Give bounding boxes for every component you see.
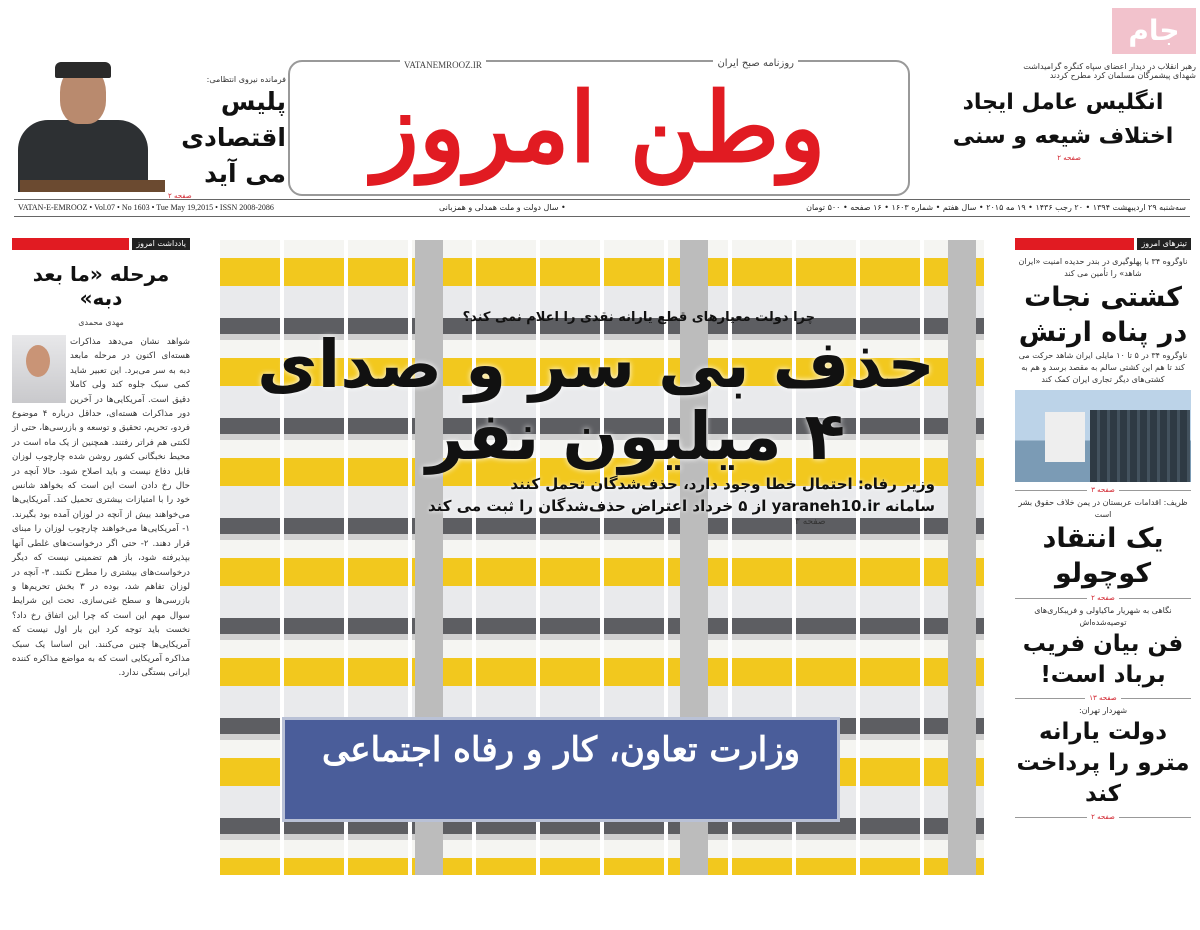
ministry-sign: وزارت تعاون، کار و رفاه اجتماعی [282, 717, 840, 822]
divider [1015, 694, 1191, 702]
section-red-bar [12, 238, 129, 250]
podium [20, 180, 165, 192]
main-headline-line2[interactable]: ۴ میلیون نفر [426, 398, 845, 475]
divider [1015, 594, 1191, 602]
website-url: VATANEMROOZ.IR [400, 60, 486, 70]
logo-tagline: روزنامه صبح ایران [713, 58, 798, 69]
section-label [12, 238, 190, 250]
story-kicker: رهبر انقلاب در دیدار اعضای سپاه کنگره گرامیداشت شهدای پیشمرگان مسلمان کرد مطرح کردند [1023, 62, 1196, 80]
story-headline[interactable]: انگلیس عامل ایجاد اختلاف شیعه و سنی [952, 90, 1174, 149]
story-kicker: ظریف: اقدامات عربستان در یمن خلاف حقوق بشر است [1018, 498, 1188, 519]
page-ref: صفحه ۲ [1091, 594, 1115, 602]
lead-story-right[interactable] [918, 62, 1196, 162]
issue-info-persian: سه‌شنبه ۲۹ اردیبهشت ۱۳۹۴ • ۲۰ رجب ۱۴۳۶ • ۱۹ مه ۲۰۱۵ • سال هفتم • شماره ۱۶۰۳ • ۱۶ صفحه • ۵۰۰ تومان [806, 203, 1186, 212]
story-kicker: ناوگروه ۳۴ با پهلوگیری در بندر حدیده امنیت «ایران شاهد» را تأمین می کند [1018, 257, 1188, 278]
story-body: ناوگروه ۳۴ در ۵ تا ۱۰ مایلی ایران شاهد حرکت می کند تا هم این کشتی سالم به مقصد برسد و هم به کشتی‌های دیگر تجاری ایران کمک کند [1018, 351, 1188, 384]
logo-wordmark: وطن امروز [372, 71, 826, 184]
officer-cap [55, 62, 111, 78]
page-ref: صفحه ۳ [795, 517, 826, 527]
story-item[interactable] [1015, 705, 1191, 821]
story-headline[interactable]: دولت یارانه مترو را پرداخت کند [1016, 719, 1190, 807]
story-headline[interactable]: پلیس اقتصادی می آید [181, 87, 286, 188]
main-headline-line1[interactable]: حذف بی سر و صدای [257, 326, 935, 403]
author-photo [12, 335, 66, 403]
lead-story-left[interactable] [168, 75, 286, 200]
story-item[interactable] [1015, 497, 1191, 602]
story-item[interactable] [1015, 256, 1191, 494]
corner-watermark-badge: جام [1112, 8, 1196, 54]
page-ref: صفحه ۲ [1057, 154, 1081, 162]
story-headline[interactable]: کشتی نجات در پناه ارتش [1018, 282, 1188, 348]
main-subheadline-2: سامانه yaraneh10.ir از ۵ خرداد اعتراض حذف‌شدگان را ثبت می کند [428, 497, 935, 515]
issue-info-english: VATAN-E-EMROOZ • Vol.07 • No 1603 • Tue May 19,2015 • ISSN 2008-2086 [18, 203, 274, 212]
main-story[interactable] [235, 310, 935, 527]
editorial-headline[interactable]: مرحله «ما بعد دبه» [32, 262, 170, 310]
ship-photo [1015, 390, 1191, 482]
section-title: یادداشت امروز [132, 238, 190, 250]
section-title: تیترهای امروز [1137, 238, 1191, 250]
building-pillar [948, 240, 976, 875]
police-commander-photo [10, 62, 165, 197]
author-name: مهدی محمدی [78, 318, 124, 327]
section-red-bar [1015, 238, 1134, 250]
headlines-column [1015, 238, 1191, 824]
newspaper-logo [288, 60, 910, 196]
main-story-photo[interactable] [220, 240, 985, 875]
story-headline[interactable]: فن بیان فریب برباد است! [1022, 631, 1184, 688]
story-kicker: فرمانده نیروی انتظامی: [206, 75, 286, 84]
story-kicker: شهردار تهران: [1078, 706, 1128, 715]
year-motto: • سال دولت و ملت همدلی و همزبانی [439, 203, 566, 212]
page-ref: صفحه ۱۳ [1089, 694, 1117, 702]
divider [1015, 486, 1191, 494]
story-item[interactable] [1015, 605, 1191, 702]
story-kicker: نگاهی به شهریار ماکیاولی و فریبکاری‌های توصیه‌شده‌اش [1034, 606, 1172, 627]
main-kicker: چرا دولت معیارهای قطع یارانه نقدی را اعلام نمی کند؟ [462, 310, 815, 325]
page-ref: صفحه ۲ [1091, 813, 1115, 821]
story-headline[interactable]: یک انتقاد کوچولو [1042, 523, 1164, 589]
main-subheadline: وزیر رفاه: احتمال خطا وجود دارد، حذف‌شدگان تحمل کنند [510, 475, 935, 493]
divider [1015, 813, 1191, 821]
editorial-body: شواهد نشان می‌دهد مذاکرات هسته‌ای اکنون در مرحله مابعد دبه به سر می‌برد. این تعبیر شاید کمی سبک جلوه کند ولی کاملا دقیق است. آمریکایی‌ها در آخرین دور مذاکرات هسته‌ای، حداقل درباره ۴ موضوع فردو، تحریم، تحقیق و توسعه و بازرسی‌ها، حتی از لکنتی هم فراتر رفتند. همچنین از یک ماه است در محیط نخبگانی کشور روشن شده چارچوب لوزان قابل دفاع نیست و باید اصلاح شود. حالا آنچه در حال رخ دادن است این است که بخواهد شانس خود را با امتیازات بیشتری تحمیل کند. آمریکایی‌ها می‌خواهند بیش از آنچه در لوزان آمده بود بگیرند. ۱- آمریکایی‌ها می‌خواهند چارچوب لوزان را مبنای قرار دهند. ۲- حتی اگر درخواست‌های غلطی آنها بپذیرفته شود، باز هم تضمینی نیست که دیگر درخواست‌های بیشتری را مطرح نکنند. ۳- آنچه در لوزان تفاهم شد، بوده در ۳ بخش تحریم‌ها و بازرسی‌ها و سطح غنی‌سازی. تحت این شرایط سوال مهم این است که چرا این اتفاق رخ داد؟ نخست باید توجه کرد این بار اول نیست که آمریکایی‌ها چنین می‌کنند. این اساسا یک سبک مذاکره آمریکایی است که به مواضع مذاکره کننده ایرانی بستگی ندارد. [12, 337, 191, 679]
editorial-column [12, 238, 190, 681]
issue-info-bar [14, 199, 1190, 217]
section-label [1015, 238, 1191, 250]
page-ref: صفحه ۲ [168, 192, 192, 200]
page-ref: صفحه ۳ [1091, 486, 1115, 494]
